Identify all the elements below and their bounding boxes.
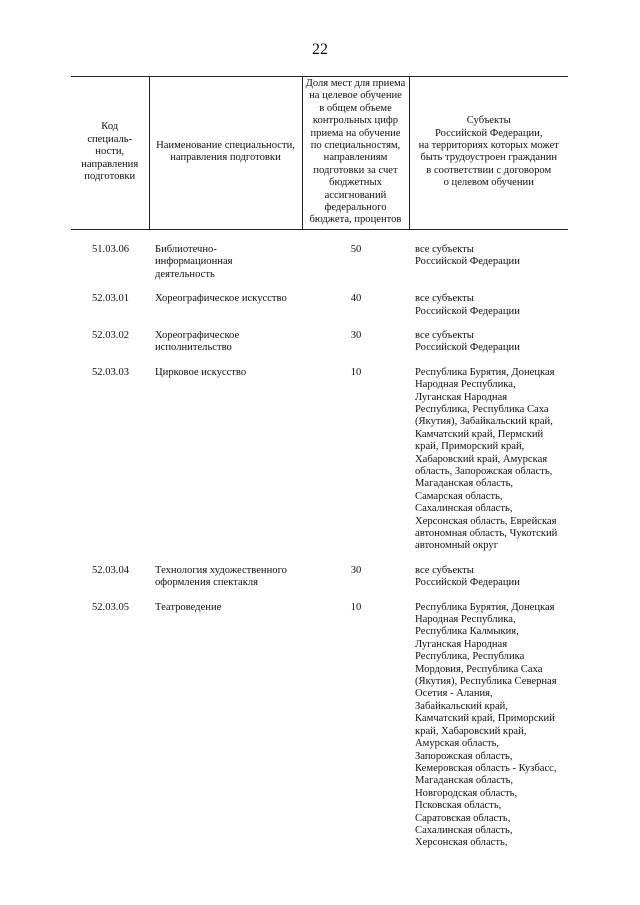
table-row [71,293,568,330]
specialties-table [71,76,568,862]
header-share: Доля мест для приема на целевое обучение в общем объеме контрольных цифр приема на обучение по специальностям, направлениям подготовки за счет бюджетных ассигнований федерального бюджета, процентов [302,77,409,230]
cell-name: Библиотечно- информационная деятельность [155,243,233,280]
cell-name: Хореографическое исполнительство [155,329,240,354]
cell-share: 30 [350,564,362,576]
table-row [71,565,568,602]
table-header [71,77,568,230]
cell-subjects: все субъекты Российской Федерации [415,293,520,317]
cell-share: 10 [350,601,362,613]
cell-share: 50 [350,243,362,255]
header-code: Код специаль- ности, направления подготовки [71,77,149,230]
cell-name: Цирковое искусство [155,366,247,378]
cell-share: 30 [350,329,362,341]
cell-share: 40 [350,293,362,305]
cell-subjects: все субъекты Российской Федерации [415,243,520,268]
cell-subjects: Республика Бурятия, Донецкая Народная Республика, Республика Калмыкия, Луганская Народная Республика, Республика Мордовия, Республика Саха (Якутия), Республика Северная Осетия - Алания, Забайкальский край, Камчатский край, Приморский край, Хабаровский край, Амурская область, Запорожская область, Кемеровская область - Кузбасс, Магаданская область, Новгородская область, Псковская область, Саратовская область, Сахалинская область, Херсонская область, [415,601,557,849]
cell-code: 52.03.03 [91,366,130,378]
cell-name: Хореографическое искусство [155,293,287,305]
header-subjects: Субъекты Российской Федерации, на территориях которых может быть трудоустроен гражданин в соответствии с договором о целевом обучении [409,77,568,230]
page-number: 22 [312,41,328,58]
cell-code: 52.03.01 [91,293,130,305]
cell-subjects: Республика Бурятия, Донецкая Народная Республика, Луганская Народная Республика, Республика Саха (Якутия), Забайкальский край, Камчатский край, Пермский край, Приморский край, Хабаровский край, Амурская область, Запорожская область, Магаданская область, Самарская область, Сахалинская область, Херсонская область, Еврейская автономная область, Чукотский автономный округ [415,366,558,552]
cell-code: 52.03.02 [91,329,130,341]
cell-subjects: все субъекты Российской Федерации [415,329,520,354]
table-row [71,602,568,862]
table-body [71,229,568,861]
cell-code: 51.03.06 [91,243,130,255]
cell-subjects: все субъекты Российской Федерации [415,564,520,589]
cell-code: 52.03.05 [91,601,130,613]
cell-share: 10 [350,366,362,378]
cell-name: Театроведение [155,601,222,613]
table-row [71,367,568,565]
header-name: Наименование специальности, направления подготовки [149,77,302,230]
cell-code: 52.03.04 [91,564,130,576]
cell-name: Технология художественного оформления спектакля [155,564,287,589]
table-row [71,244,568,293]
table-row [71,330,568,367]
